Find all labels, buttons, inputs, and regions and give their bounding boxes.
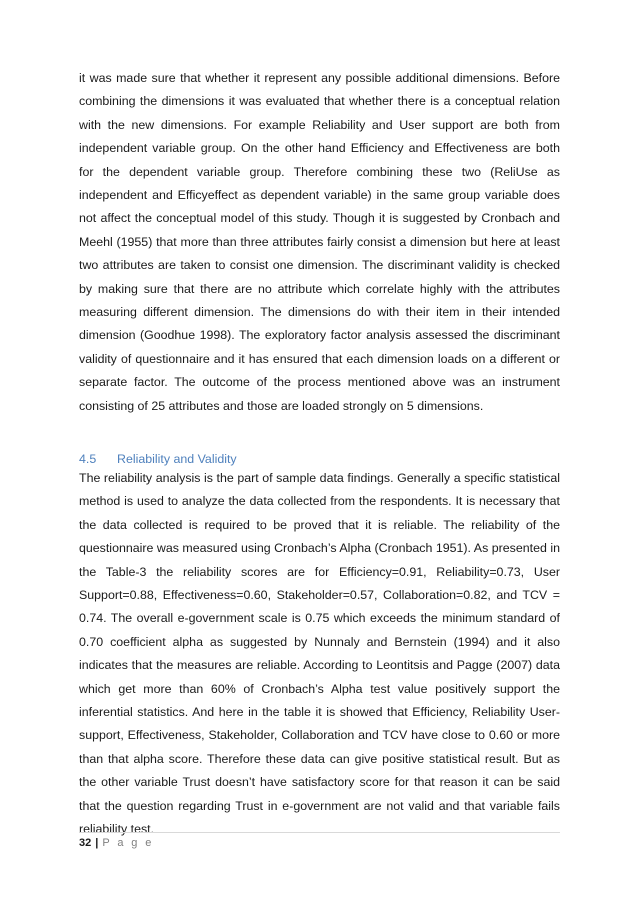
page-footer: [79, 836, 154, 850]
footer-separator: |: [95, 837, 99, 849]
page-label: P a g e: [102, 837, 154, 849]
section-number: 4.5: [79, 452, 97, 466]
footer-divider: [79, 832, 560, 833]
page-number: 32: [79, 837, 92, 849]
section-title: Reliability and Validity: [117, 452, 237, 466]
body-paragraph-reliability: The reliability analysis is the part of sample data findings. Generally a specific statistical method is used to analyze the data collected from the respondents. It is necessary that the data collected is required to be proved that it is reliable. The reliability of the questionnaire was measured using Cronbach’s Alpha (Cronbach 1951). As presented in the Table-3 the reliability scores are for Efficiency=0.91, Reliability=0.73, User Support=0.88, Effectiveness=0.60, Stakeholder=0.57, Collaboration=0.82, and TCV = 0.74. The overall e-government scale is 0.75 which exceeds the minimum standard of 0.70 coefficient alpha as suggested by Nunnaly and Bernstein (1994) and it also indicates that the measures are reliable. According to Leontitsis and Pagge (2007) data which get more than 60% of Cronbach’s Alpha test value positively support the inferential statistics. And here in the table it is showed that Efficiency, Reliability User-support, Effectiveness, Stakeholder, Collaboration and TCV have close to 0.60 or more than that alpha score. Therefore these data can give positive statistical result. But as the other variable Trust doesn’t have satisfactory score for that reason it can be said that the question regarding Trust in e-government are not valid and that variable fails reliability test.: [79, 471, 560, 837]
body-paragraph-dimensions: it was made sure that whether it represent any possible additional dimensions. Before combining the dimensions it was evaluated that whether there is a conceptual relation with the new dimensions. For example Reliability and User support are both from independent variable group. On the other hand Efficiency and Effectiveness are both for the dependent variable group. Therefore combining these two (ReliUse as independent and Efficyeffect as dependent variable) in the same group variable does not affect the conceptual model of this study. Though it is suggested by Cronbach and Meehl (1955) that more than three attributes fairly consist a dimension but here at least two attributes are taken to consist one dimension. The discriminant validity is checked by making sure that there are no attribute which correlate highly with the attributes measuring different dimension. The dimensions do with their item in their intended dimension (Goodhue 1998). The exploratory factor analysis assessed the discriminant validity of questionnaire and it has ensured that each dimension loads on a different or separate factor. The outcome of the process mentioned above was an instrument consisting of 25 attributes and those are loaded strongly on 5 dimensions.: [79, 71, 560, 413]
